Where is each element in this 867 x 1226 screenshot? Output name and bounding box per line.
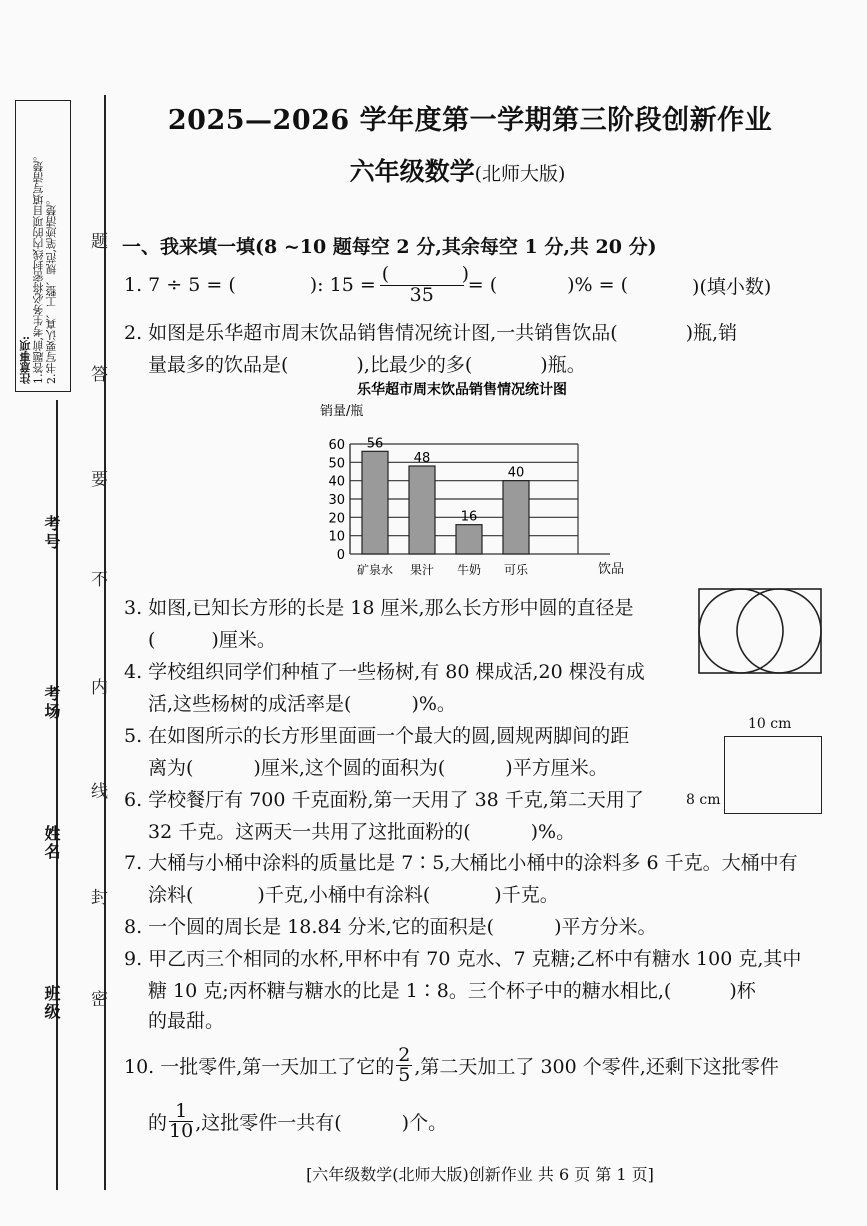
bar-value-label: 48 — [413, 451, 431, 466]
rectangle-10x8-figure — [724, 736, 822, 814]
exam-no-label: 考号 — [42, 515, 61, 551]
room-label: 考场 — [42, 685, 61, 721]
x-tick-label: 矿泉水 — [356, 563, 394, 577]
y-tick-label: 20 — [328, 511, 345, 527]
bar — [409, 466, 435, 554]
y-tick-label: 30 — [328, 493, 345, 508]
question-7-line2: 涂料( )千克,小桶中有涂料( )千克。 — [148, 884, 559, 906]
x-labels — [357, 562, 529, 577]
question-6-line2: 32 千克。这两天一共用了这批面粉的( )%。 — [148, 821, 576, 843]
name-label: 姓名 — [42, 825, 61, 861]
bar — [456, 525, 482, 554]
seal-char: 不 — [87, 570, 107, 587]
chart-title: 乐华超市周末饮品销售情况统计图 — [357, 382, 567, 398]
height-label: 8 cm — [686, 792, 721, 808]
question-3-line2: ( )厘米。 — [148, 629, 276, 651]
question-2: 2. 如图是乐华超市周末饮品销售情况统计图,一共销售饮品( )瓶,销 — [124, 322, 738, 344]
y-axis-label: 销量/瓶 — [320, 404, 364, 419]
section-heading: 一、我来填一填(8 ~10 题每空 2 分,其余每空 1 分,共 20 分) — [122, 236, 657, 258]
question-8: 8. 一个圆的周长是 18.84 分米,它的面积是( )平方分米。 — [124, 916, 657, 938]
note-2: 2.书写要认真、工整、规范,笔迹清楚。 — [45, 194, 58, 384]
y-tick-label: 60 — [328, 438, 345, 453]
subject: 六年级数学 — [349, 157, 475, 186]
bars — [362, 436, 529, 554]
question-9-line2: 糖 10 克;丙杯糖与糖水的比是 1∶8。三个杯子中的糖水相比,( )杯 — [148, 980, 756, 1002]
question-3: 3. 如图,已知长方形的长是 18 厘米,那么长方形中圆的直径是 — [124, 597, 634, 619]
question-9-line3: 的最甜。 — [148, 1010, 225, 1032]
page-title: 2025—2026 学年度第一学期第三阶段创新作业 — [167, 105, 773, 136]
y-tick-label: 40 — [328, 474, 345, 490]
seal-char: 题 — [87, 232, 107, 249]
fraction: $\frac{( )}{35}$ — [381, 263, 470, 306]
edition: (北师大版) — [474, 163, 566, 185]
seal-char: 密 — [87, 990, 107, 1007]
x-tick-label: 牛奶 — [456, 563, 482, 577]
x-tick-label: 可乐 — [503, 563, 529, 577]
bar-value-label: 56 — [366, 436, 384, 452]
question-4-line2: 活,这些杨树的成活率是( )%。 — [148, 693, 456, 715]
question-4: 4. 学校组织同学们种植了一些杨树,有 80 棵成活,20 棵没有成 — [124, 661, 645, 683]
seal-char: 线 — [87, 782, 107, 799]
bar — [362, 451, 388, 554]
question-9: 9. 甲乙丙三个相同的水杯,甲杯中有 70 克水、7 克糖;乙杯中有糖水 100 克,其中 — [124, 948, 802, 970]
bar — [503, 481, 529, 554]
class-label: 班级 — [42, 985, 61, 1021]
note-1: 1.答题前,考生务必将密封线内的项目填写清楚。 — [32, 150, 45, 384]
x-tick-label: 果汁 — [409, 563, 435, 577]
question-2-line2: 量最多的饮品是( ),比最少的多( )瓶。 — [148, 354, 586, 376]
notes-title: 注意事项: — [19, 335, 32, 384]
fraction-two-fifths: $\frac{2}{5}$ — [398, 1043, 411, 1086]
y-ticks — [328, 438, 345, 563]
y-tick-label: 50 — [328, 456, 345, 472]
rectangle-circles-figure — [698, 588, 824, 676]
question-10-line2: 的 $\frac{1}{10}$ ,这批零件一共有( )个。 — [148, 1099, 448, 1142]
seal-char: 内 — [87, 678, 107, 695]
fraction-one-tenth: $\frac{1}{10}$ — [169, 1099, 194, 1142]
question-6: 6. 学校餐厅有 700 千克面粉,第一天用了 38 千克,第二天用了 — [124, 789, 644, 811]
question-10: 10. 一批零件,第一天加工了它的 $\frac{2}{5}$ ,第二天加工了 300 个零件,还剩下这批零件 — [124, 1043, 779, 1086]
y-tick-label: 10 — [328, 529, 345, 545]
page-footer: [六年级数学(北师大版)创新作业 共 6 页 第 1 页] — [306, 1165, 654, 1184]
seal-char: 答 — [87, 365, 107, 382]
width-label: 10 cm — [748, 716, 792, 732]
notes-text — [19, 106, 58, 384]
bar-chart — [300, 378, 660, 583]
question-1: 1. 7 ÷ 5 = ( ): 15 = $\frac{( )}{35}$ = ( )% = ( )(填小数) — [124, 263, 772, 306]
question-5: 5. 在如图所示的长方形里面画一个最大的圆,圆规两脚间的距 — [124, 725, 630, 747]
seal-char: 封 — [87, 888, 107, 905]
x-axis-label: 饮品 — [598, 562, 625, 577]
seal-char: 要 — [87, 470, 107, 487]
bar-value-label: 40 — [507, 465, 525, 481]
seal-line — [104, 95, 106, 1190]
page-subtitle — [0, 152, 867, 188]
question-7: 7. 大桶与小桶中涂料的质量比是 7∶5,大桶比小桶中的涂料多 6 千克。大桶中有 — [124, 852, 798, 874]
bar-value-label: 16 — [460, 509, 478, 525]
question-5-line2: 离为( )厘米,这个圆的面积为( )平方厘米。 — [148, 757, 608, 779]
y-tick-label: 0 — [336, 548, 345, 563]
